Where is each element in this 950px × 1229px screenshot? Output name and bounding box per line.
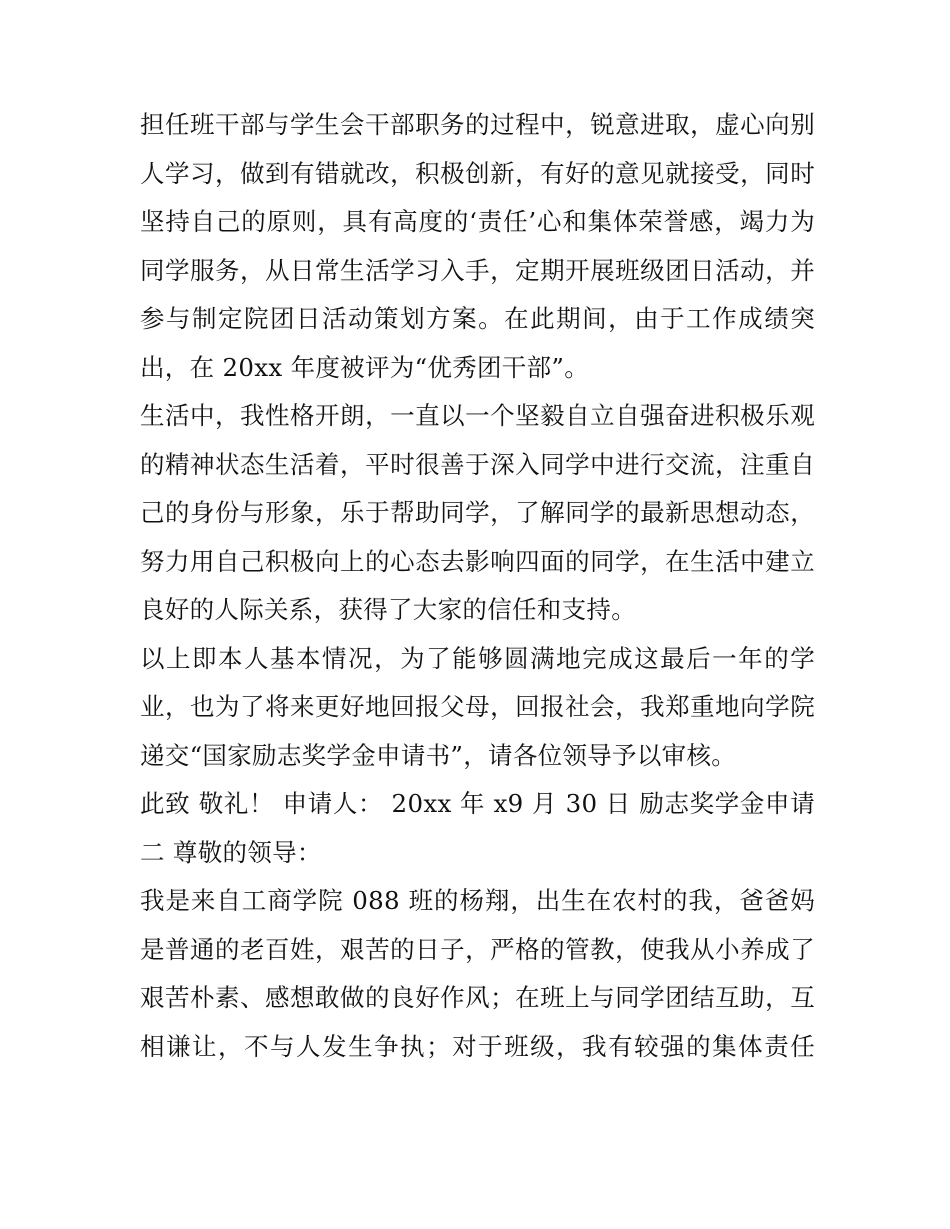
text-line: 艰苦朴素、感想敢做的良好作风；在班上与同学团结互助，互 bbox=[140, 983, 815, 1012]
text-line: 同学服务，从日常生活学习入手，定期开展班级团日活动，并 bbox=[140, 255, 815, 285]
text-line: 二 尊敬的领导： bbox=[140, 837, 322, 867]
text-line: 以上即本人基本情况，为了能够圆满地完成这最后一年的学 bbox=[140, 643, 815, 673]
text-line: 是普通的老百姓，艰苦的日子，严格的管教，使我从小养成了 bbox=[140, 934, 815, 964]
text-line: 参与制定院团日活动策划方案。在此期间，由于工作成绩突 bbox=[140, 304, 815, 333]
text-line: 己的身份与形象，乐于帮助同学，了解同学的最新思想动态， bbox=[140, 498, 815, 527]
text-line: 生活中，我性格开朗，一直以一个坚毅自立自强奋进积极乐观 bbox=[140, 401, 815, 430]
text-line: 努力用自己积极向上的心态去影响四面的同学，在生活中建立 bbox=[140, 546, 815, 576]
text-line: 我是来自工商学院 088 班的杨翔，出生在农村的我，爸爸妈 bbox=[140, 886, 815, 915]
text-line: 坚持自己的原则，具有高度的‘责任’心和集体荣誉感，竭力为 bbox=[140, 207, 815, 236]
text-line: 人学习，做到有错就改，积极创新，有好的意见就接受，同时 bbox=[140, 158, 815, 188]
document-body bbox=[140, 101, 815, 1071]
text-line: 相谦让，不与人发生争执；对于班级，我有较强的集体责任 bbox=[140, 1031, 815, 1061]
text-line: 此致 敬礼！ 申请人： 20xx 年 x9 月 30 日 励志奖学金申请 bbox=[140, 789, 815, 818]
text-line: 的精神状态生活着，平时很善于深入同学中进行交流，注重自 bbox=[140, 449, 815, 479]
text-line: 出，在 20xx 年度被评为“优秀团干部”。 bbox=[140, 352, 590, 382]
text-line: 递交“国家励志奖学金申请书”，请各位领导予以审核。 bbox=[140, 740, 737, 770]
text-line: 担任班干部与学生会干部职务的过程中，锐意进取，虚心向别 bbox=[140, 110, 815, 139]
text-line: 良好的人际关系，获得了大家的信任和支持。 bbox=[140, 595, 636, 624]
text-line: 业，也为了将来更好地回报父母，回报社会，我郑重地向学院 bbox=[140, 692, 815, 721]
